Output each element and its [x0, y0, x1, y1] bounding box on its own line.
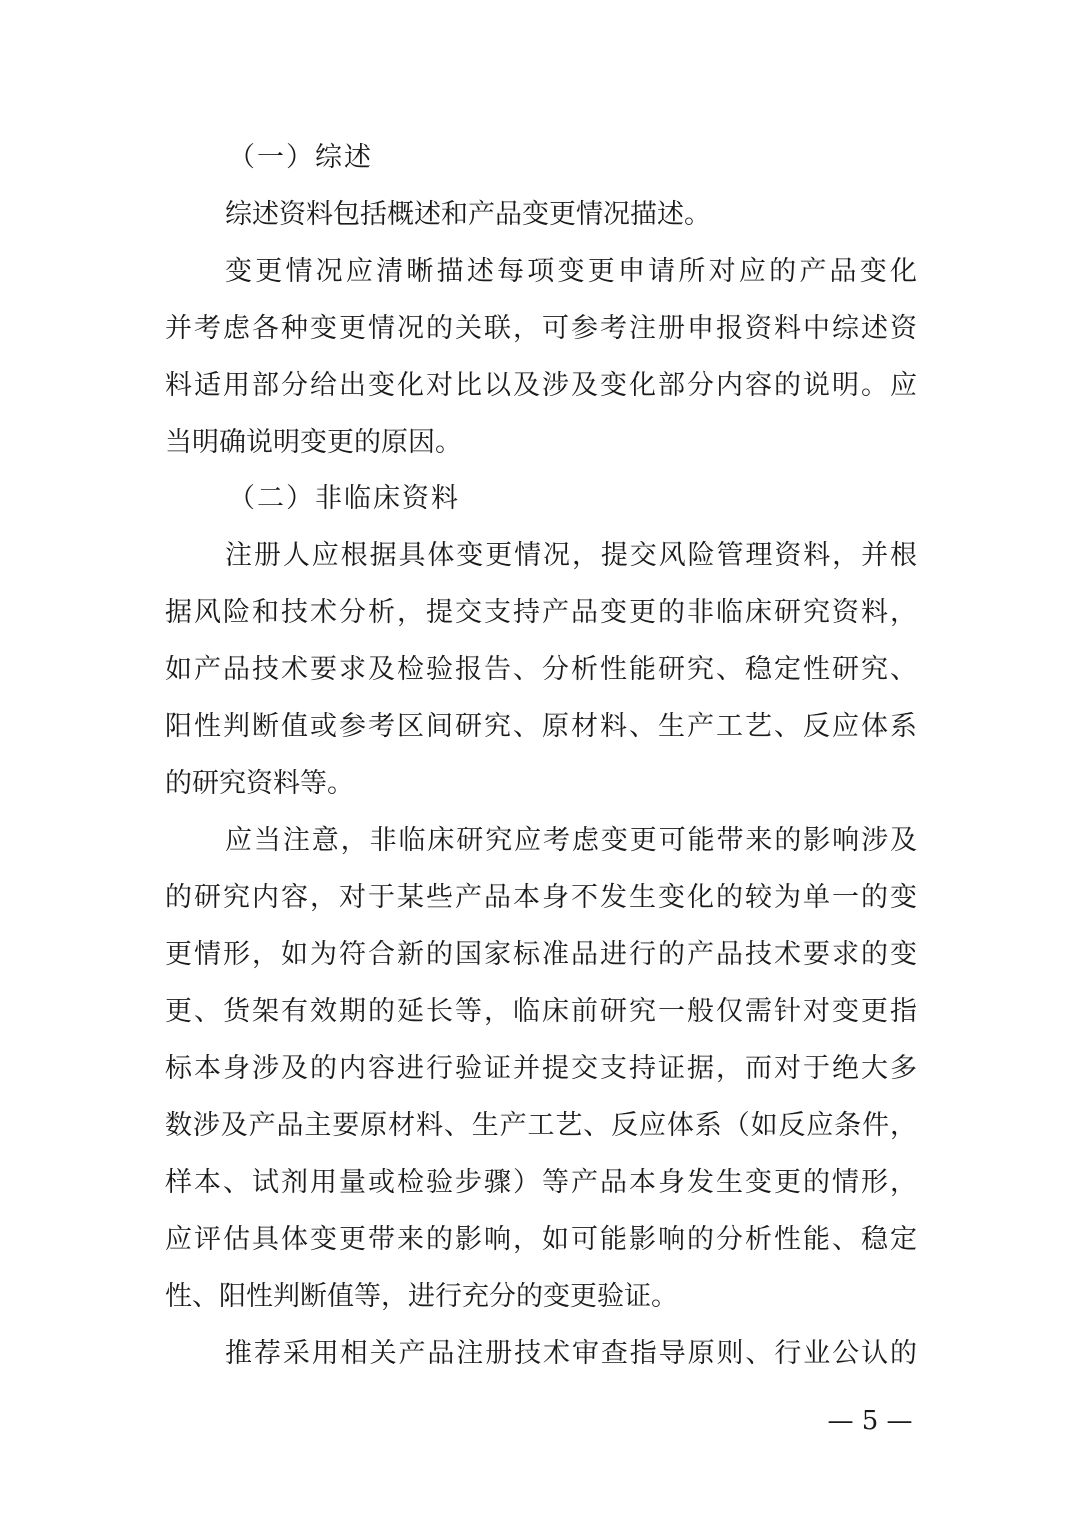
paragraph-line: 变更情况应清晰描述每项变更申请所对应的产品变化: [225, 256, 917, 287]
paragraph-line: 当明确说明变更的原因。: [165, 427, 462, 458]
paragraph-line: 应评估具体变更带来的影响，如可能影响的分析性能、稳定: [165, 1224, 917, 1255]
section-heading-overview: （一）综述: [228, 142, 373, 173]
paragraph-line: 应当注意，非临床研究应考虑变更可能带来的影响涉及: [225, 825, 917, 856]
paragraph-line: 的研究内容，对于某些产品本身不发生变化的较为单一的变: [165, 882, 917, 913]
paragraph-line: 并考虑各种变更情况的关联，可参考注册申报资料中综述资: [165, 313, 917, 344]
paragraph-line: 数涉及产品主要原材料、生产工艺、反应体系（如反应条件，: [165, 1110, 917, 1141]
paragraph-line: 更、货架有效期的延长等，临床前研究一般仅需针对变更指: [165, 996, 917, 1027]
paragraph-line: 料适用部分给出变化对比以及涉及变化部分内容的说明。应: [165, 370, 917, 401]
paragraph-line: 据风险和技术分析，提交支持产品变更的非临床研究资料，: [165, 597, 917, 628]
paragraph-line: 更情形，如为符合新的国家标准品进行的产品技术要求的变: [165, 939, 917, 970]
paragraph-line: 如产品技术要求及检验报告、分析性能研究、稳定性研究、: [165, 654, 917, 685]
paragraph-line: 注册人应根据具体变更情况，提交风险管理资料，并根: [225, 540, 917, 571]
page-number: — 5 —: [827, 1406, 913, 1436]
paragraph-line: 样本、试剂用量或检验步骤）等产品本身发生变更的情形，: [165, 1167, 917, 1198]
paragraph-line: 的研究资料等。: [165, 768, 354, 799]
paragraph-line: 标本身涉及的内容进行验证并提交支持证据，而对于绝大多: [165, 1053, 917, 1084]
paragraph-line: 性、阳性判断值等，进行充分的变更验证。: [165, 1281, 678, 1312]
section-heading-nonclinical: （二）非临床资料: [228, 483, 460, 514]
paragraph-line: 阳性判断值或参考区间研究、原材料、生产工艺、反应体系: [165, 711, 917, 742]
paragraph-line: 推荐采用相关产品注册技术审查指导原则、行业公认的: [225, 1338, 917, 1369]
paragraph-line: 综述资料包括概述和产品变更情况描述。: [225, 199, 711, 230]
